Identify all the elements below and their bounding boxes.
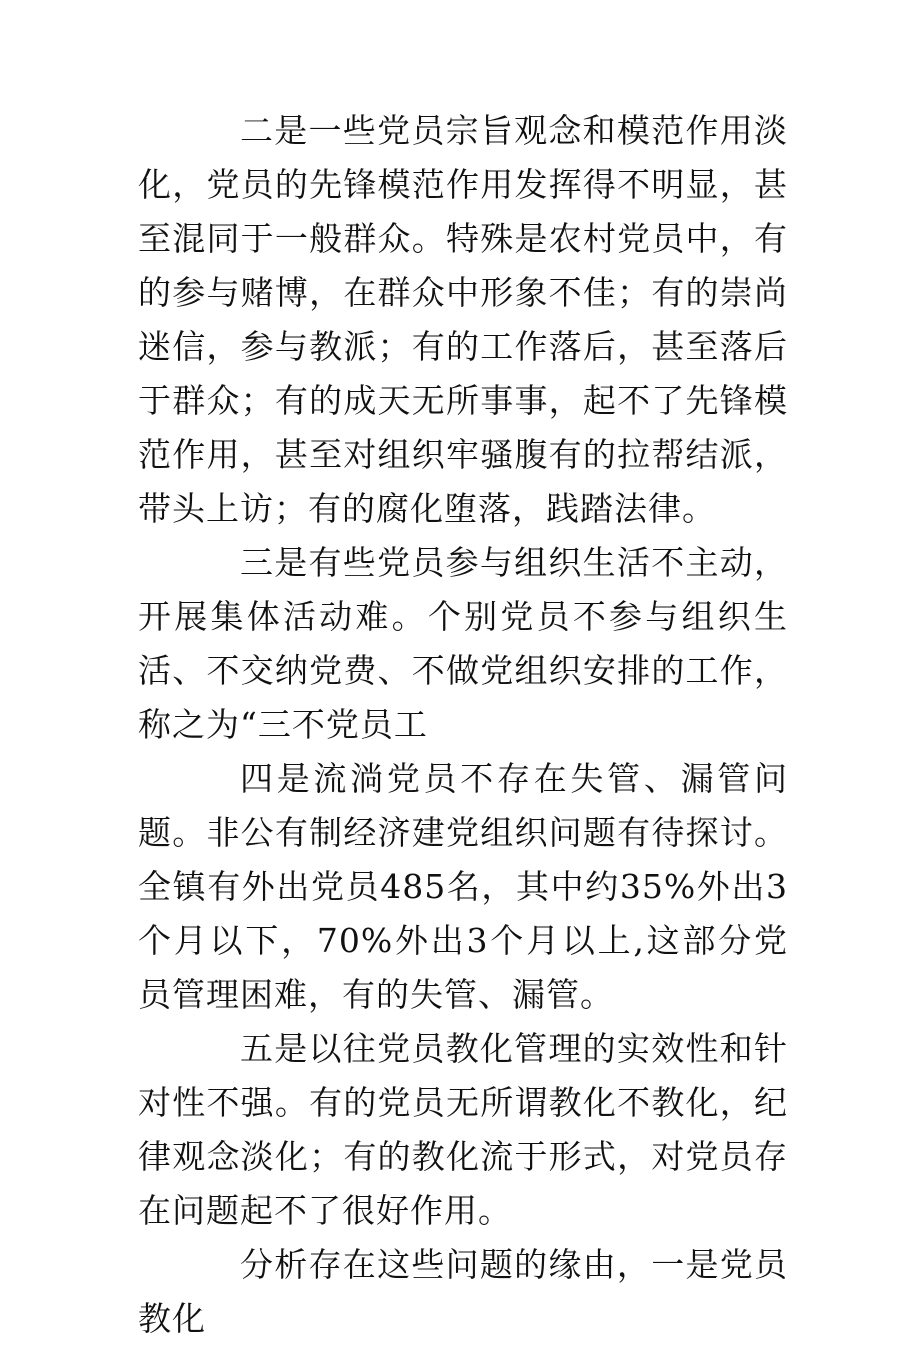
paragraph-2: 二是一些党员宗旨观念和模范作用淡化，党员的先锋模范作用发挥得不明显，甚至混同于一般群众。特殊是农村党员中，有的参与赌博，在群众中形象不佳；有的崇尚迷信，参与教派；有的工作落后，甚至落后于群众；有的成天无所事事，起不了先锋模范作用，甚至对组织牢骚腹有的拉帮结派，带头上访；有的腐化堕落，践踏法律。 xyxy=(138,111,788,528)
document-body xyxy=(138,104,788,1346)
paragraph-5: 五是以往党员教化管理的实效性和针对性不强。有的党员无所谓教化不教化，纪律观念淡化；有的教化流于形式，对党员存在问题起不了很好作用。 xyxy=(138,1029,788,1230)
paragraph-3: 三是有些党员参与组织生活不主动，开展集体活动难。个别党员不参与组织生活、不交纳党费、不做党组织安排的工作，称之为“三不党员工 xyxy=(138,543,788,744)
paragraph-analysis: 分析存在这些问题的缘由，一是党员教化 xyxy=(138,1245,788,1338)
paragraph-4: 四是流淌党员不存在失管、漏管问题。非公有制经济建党组织问题有待探讨。全镇有外出党员485名，其中约35%外出3个月以下，70%外出3个月以上,这部分党员管理困难，有的失管、漏管。 xyxy=(138,759,788,1014)
